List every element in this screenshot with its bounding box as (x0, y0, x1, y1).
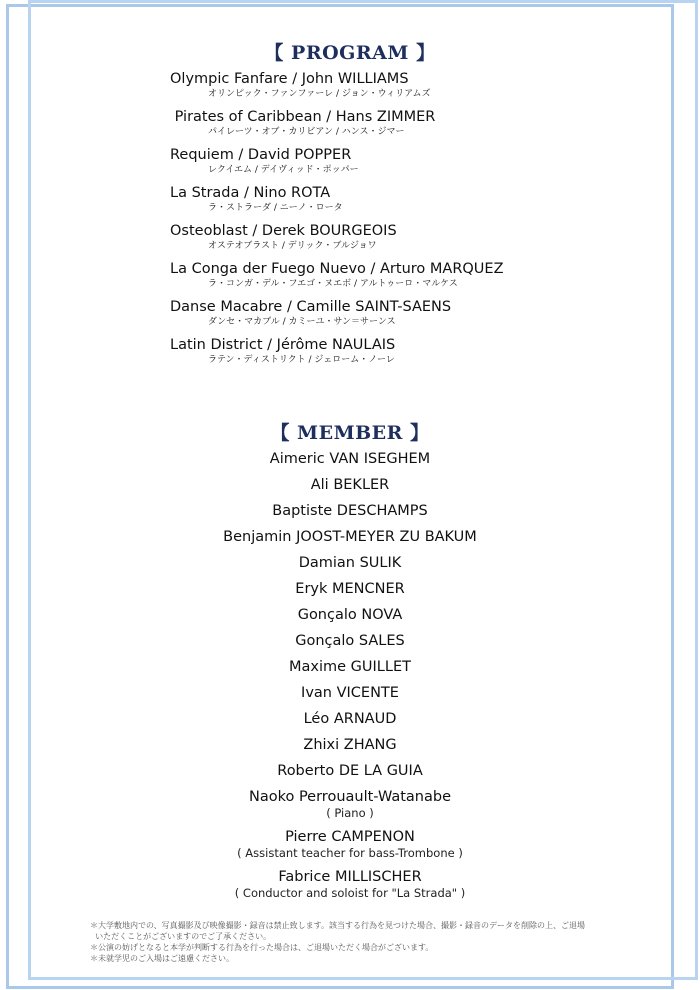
program-item (170, 222, 650, 253)
member-entry (0, 736, 700, 754)
program-title: Pirates of Caribbean / Hans ZIMMER (170, 109, 436, 125)
member-name: Roberto DE LA GUIA (277, 763, 423, 779)
member-name: Zhixi ZHANG (303, 737, 397, 753)
member-name: Damian SULIK (298, 555, 402, 571)
program-item (170, 70, 650, 101)
member-entry (0, 476, 700, 494)
member-name: Naoko Perrouault-Watanabe (248, 789, 452, 805)
program-kana: オリンピック・ファンファーレ / ジョン・ウィリアムズ (208, 89, 431, 99)
member-entry (0, 762, 700, 780)
program-item (170, 146, 650, 177)
program-kana: レクイエム / デイヴィッド・ポッパー (208, 165, 359, 175)
member-name: Maxime GUILLET (289, 659, 411, 675)
footnotes (90, 920, 650, 964)
member-name: Eryk MENCNER (295, 581, 405, 597)
member-entry (0, 632, 700, 650)
footnote: ＊公演の妨げとなると本学が判断する行為を行った場合は、ご退場いただく場合がございます。 (90, 943, 434, 952)
program-kana: パイレーツ・オブ・カリビアン / ハンス・ジマー (208, 127, 405, 137)
member-entry (0, 684, 700, 702)
program-title: La Conga der Fuego Nuevo / Arturo MARQUEZ (170, 261, 504, 277)
member-name: Aimeric VAN ISEGHEM (269, 451, 431, 467)
program-title: Danse Macabre / Camille SAINT-SAENS (170, 299, 452, 315)
member-name: Léo ARNAUD (303, 711, 397, 727)
program-kana: ラテン・ディストリクト / ジェローム・ノーレ (208, 355, 395, 365)
member-name: Gonçalo SALES (295, 633, 405, 649)
member-name: Baptiste DESCHAMPS (272, 503, 428, 519)
member-entry (0, 606, 700, 624)
member-entry (0, 554, 700, 572)
program-heading: 【 PROGRAM 】 (264, 42, 436, 64)
program-item (170, 184, 650, 215)
member-name: Fabrice MILLISCHER (278, 869, 422, 885)
member-entry (0, 580, 700, 598)
member-heading: 【 MEMBER 】 (270, 422, 430, 444)
program-kana: ラ・ストラーダ / ニーノ・ロータ (208, 203, 343, 213)
program-item (170, 108, 650, 139)
member-role: ( Piano ) (326, 806, 374, 820)
member-entry (0, 528, 700, 546)
program-list (170, 70, 650, 374)
member-role: ( Assistant teacher for bass-Trombone ) (237, 846, 463, 860)
program-kana: ダンセ・マカブル / カミーユ・サン＝サーンス (208, 317, 396, 327)
program-item (170, 336, 650, 367)
footnote: ＊未就学児のご入場はご遠慮ください。 (90, 954, 234, 963)
member-role: ( Conductor and soloist for "La Strada" ) (234, 886, 466, 900)
program-title: La Strada / Nino ROTA (170, 185, 331, 201)
member-entry (0, 868, 700, 900)
member-name: Ali BEKLER (310, 477, 390, 493)
member-name: Benjamin JOOST-MEYER ZU BAKUM (223, 529, 477, 545)
member-name: Gonçalo NOVA (297, 607, 403, 623)
program-kana: オステオブラスト / デリック・ブルジョワ (208, 241, 377, 251)
program-kana: ラ・コンガ・デル・フエゴ・ヌエボ / アルトゥーロ・マルケス (208, 279, 458, 289)
member-name: Ivan VICENTE (301, 685, 399, 701)
member-entry (0, 658, 700, 676)
footnote: ＊大学敷地内での、写真撮影及び映像撮影・録音は禁止致します。該当する行為を見つけた場合、撮影・録音のデータを削除の上、ご退場 いただくことがございますのでご了承ください。 (90, 921, 586, 941)
member-entry (0, 450, 700, 468)
program-title: Latin District / Jérôme NAULAIS (170, 337, 396, 353)
member-name: Pierre CAMPENON (285, 829, 415, 845)
program-title: Olympic Fanfare / John WILLIAMS (170, 71, 409, 87)
member-entry (0, 710, 700, 728)
program-item (170, 260, 650, 291)
member-entry (0, 828, 700, 860)
program-item (170, 298, 650, 329)
program-title: Osteoblast / Derek BOURGEOIS (170, 223, 397, 239)
member-entry (0, 502, 700, 520)
program-title: Requiem / David POPPER (170, 147, 352, 163)
member-entry (0, 788, 700, 820)
member-list (0, 450, 700, 908)
